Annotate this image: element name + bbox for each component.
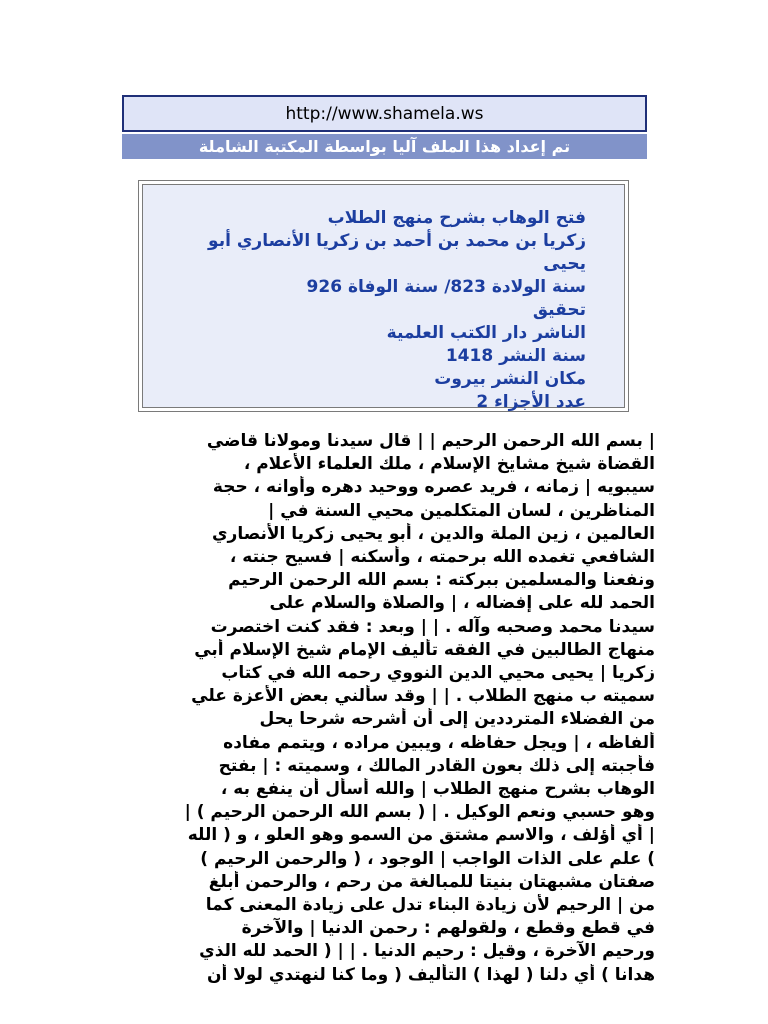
body-line: وهو حسبي ونعم الوكيل . | ( بسم الله الرحمن الرحيم ) | (184, 802, 655, 823)
body-line: الوهاب بشرح منهج الطلاب | والله أسأل أن ينفع به ، (220, 779, 655, 800)
body-line: المناظرين ، لسان المتكلمين محيي السنة في | (268, 500, 655, 521)
body-line: في قطع وقطع ، ولقولهم : رحمن الدنيا | والآخرة (241, 918, 655, 939)
body-line: | بسم الله الرحمن الرحيم | | قال سيدنا ومولانا قاضي (206, 431, 655, 451)
body-line: من الفضلاء المترددين إلى أن أشرحه شرحا يحل (259, 709, 655, 730)
body-line: سميته ب منهج الطلاب . | | وقد سألني بعض الأعزة علي (191, 686, 655, 707)
body-line: ) علم على الذات الواجب | الوجود ، ( والرحمن الرحيم ) (200, 848, 655, 869)
body-line: | أي أؤلف ، والاسم مشتق من السمو وهو العلو ، و ( الله (187, 825, 655, 846)
library-banner (122, 134, 647, 159)
body-line: فأجبته إلى ذلك بعون القادر المالك ، وسميته : | بفتح (218, 755, 655, 776)
body-line: ألفاظه ، | ويجل حفاظه ، ويبين مراده ، ويتمم مفاده (223, 732, 655, 753)
body-line: العالمين ، زين الملة والدين ، أبو يحيى زكريا الأنصاري (211, 523, 655, 544)
book-author-continued: يحيى (543, 254, 586, 274)
book-title: فتح الوهاب بشرح منهج الطلاب (327, 208, 586, 228)
body-line: سيدنا محمد وصحبه وآله . | | وبعد : فقد كنت اختصرت (210, 616, 655, 637)
book-info-panel (142, 184, 625, 412)
body-line: صفتان مشبهتان بنيتا للمبالغة من رحم ، والرحمن أبلغ (208, 871, 655, 892)
book-author: زكريا بن محمد بن أحمد بن زكريا الأنصاري أبو (208, 231, 586, 251)
book-editor: تحقيق (532, 300, 586, 320)
library-banner-text: تم إعداد هذا الملف آليا بواسطة المكتبة الشاملة (198, 137, 571, 156)
body-line: منهاج الطالبين في الفقه تأليف الإمام شيخ الإسلام أبي (194, 639, 655, 660)
body-line: سيبويه | زمانه ، فريد عصره ووحيد دهره وأوانه ، حجة (212, 477, 655, 498)
book-publish-year: سنة النشر 1418 (445, 346, 586, 366)
book-publisher: الناشر دار الكتب العلمية (386, 323, 586, 343)
book-publish-place: مكان النشر بيروت (434, 369, 586, 389)
body-line: ورحيم الآخرة ، وقيل : رحيم الدنيا . | | ( الحمد لله الذي (199, 941, 655, 962)
body-line: القضاة شيخ مشايخ الإسلام ، ملك العلماء الأعلام ، (243, 454, 655, 475)
body-line: هدانا ) أي دلنا ( لهذا ) التأليف ( وما كنا لنهتدي لولا أن (206, 964, 655, 985)
body-line: الشافعي تغمده الله برحمته ، وأسكنه | فسيح جنته ، (229, 547, 655, 568)
source-url[interactable]: http://www.shamela.ws (285, 103, 484, 124)
body-line: الحمد لله على إفضاله ، | والصلاة والسلام على (269, 593, 655, 614)
source-url-box[interactable] (122, 95, 647, 132)
body-line: من | الرحيم لأن زيادة البناء تدل على زيادة المعنى كما (205, 895, 655, 916)
book-birth-death-years: سنة الولادة 823/ سنة الوفاة 926 (306, 277, 586, 297)
book-volume-count: عدد الأجزاء 2 (476, 392, 586, 412)
book-info-box (138, 180, 629, 412)
body-line: ونفعنا والمسلمين ببركته : بسم الله الرحمن الرحيم (228, 570, 655, 591)
body-text (128, 430, 655, 987)
body-line: زكريا | يحيى محيي الدين النووي رحمه الله في كتاب (221, 663, 655, 684)
